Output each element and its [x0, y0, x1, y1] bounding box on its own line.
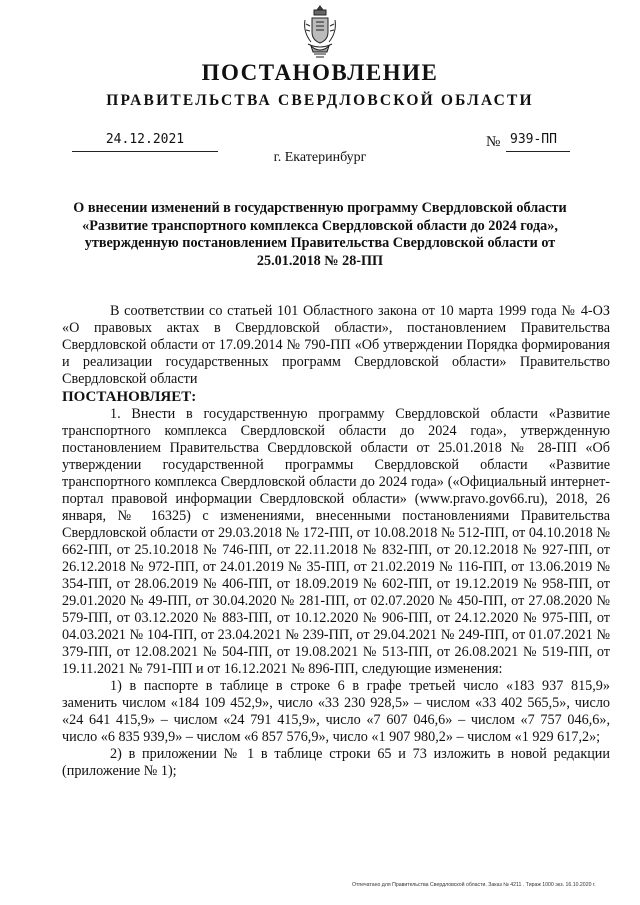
- coat-of-arms-icon: [302, 4, 338, 60]
- document-body: [62, 303, 610, 780]
- document-number: 939-ПП: [510, 132, 557, 147]
- item-1-paragraph: 1. Внести в государственную программу Свердловской области «Развитие транспортного комплекса Свердловской области до 2024 года», утвержденную постановлением Правительства Свердловской области от 25.01.2018 № 28-ПП «Об утверждении государственной программы Свердловской области «Развитие транспортного комплекса Свердловской области до 2024 года» («Официальный интернет-портал правовой информации Свердловской области» (www.pravo.gov66.ru), 2018, 26 января, № 16325) с изменениями, внесенными постановлениями Правительства Свердловской области от 29.03.2018 № 172-ПП, от 10.08.2018 № 512-ПП, от 04.10.2018 № 662-ПП, от 25.10.2018 № 746-ПП, от 22.11.2018 № 832-ПП, от 20.12.2018 № 927-ПП, от 26.12.2018 № 972-ПП, от 24.01.2019 № 35-ПП, от 21.02.2019 № 116-ПП, от 13.06.2019 № 354-ПП, от 28.06.2019 № 406-ПП, от 18.09.2019 № 602-ПП, от 19.12.2019 № 958-ПП, от 29.01.2020 № 49-ПП, от 30.04.2020 № 281-ПП, от 02.07.2020 № 450-ПП, от 27.08.2020 № 579-ПП, от 03.12.2020 № 883-ПП, от 10.12.2020 № 906-ПП, от 24.12.2020 № 975-ПП, от 04.03.2021 № 104-ПП, от 23.04.2021 № 239-ПП, от 29.04.2021 № 249-ПП, от 01.07.2021 № 379-ПП, от 12.08.2021 № 504-ПП, от 19.08.2021 № 513-ПП, от 26.08.2021 № 519-ПП, от 19.11.2021 № 791-ПП и от 16.12.2021 № 896-ПП, следующие изменения:: [62, 406, 610, 677]
- number-sign: №: [486, 134, 501, 150]
- subitem-2-paragraph: 2) в приложении № 1 в таблице строки 65 и 73 изложить в новой редакции (приложение № 1);: [62, 746, 610, 779]
- document-date: 24.12.2021: [105, 132, 185, 147]
- ruling-word: ПОСТАНОВЛЯЕТ:: [62, 389, 197, 405]
- city: г. Екатеринбург: [273, 150, 367, 165]
- print-footer: Отпечатано для Правительства Свердловской области. Заказ № 4211 . Тираж 1000 экз. 16.10.2020 г.: [352, 882, 596, 888]
- document-title: ПОСТАНОВЛЕНИЕ: [201, 60, 439, 85]
- subitem-1-paragraph: 1) в паспорте в таблице в строке 6 в графе третьей число «183 937 815,9» заменить числом «184 109 452,9», число «33 230 928,5» – числом «33 402 565,5», число «24 641 415,9» – числом «24 791 415,9», число «7 607 046,6» – числом «7 757 046,6», число «6 835 939,9» – числом «6 857 576,9», число «1 907 980,2» – числом «1 929 617,2»;: [62, 678, 610, 745]
- preamble-paragraph: В соответствии со статьей 101 Областного закона от 10 марта 1999 года № 4-ОЗ «О правовых актах в Свердловской области», постановлением Правительства Свердловской области от 17.09.2014 № 790-ПП «Об утверждении Порядка формирования и реализации государственных программ Свердловской области» Правительство Свердловской области: [62, 303, 610, 387]
- document-heading: О внесении изменений в государственную программу Свердловской области «Развитие транспортного комплекса Свердловской области до 2024 года», утвержденную постановлением Правительства Свердловской области от 25.01.2018 № 28-ПП: [73, 200, 567, 269]
- issuing-authority: ПРАВИТЕЛЬСТВА СВЕРДЛОВСКОЙ ОБЛАСТИ: [106, 92, 534, 109]
